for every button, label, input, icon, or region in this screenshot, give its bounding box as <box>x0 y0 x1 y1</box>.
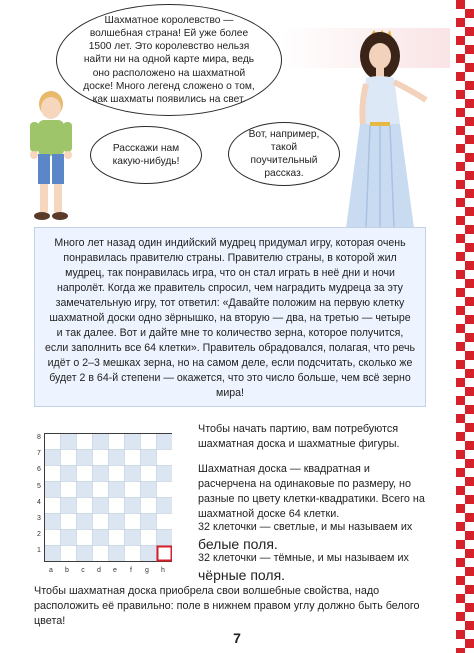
board-square-a8 <box>45 434 61 450</box>
board-square-b2 <box>61 530 77 546</box>
board-square-h2 <box>157 530 173 546</box>
board-square-f8 <box>125 434 141 450</box>
board-square-h3 <box>157 514 173 530</box>
strip-square <box>465 441 474 450</box>
board-square-b1 <box>61 546 77 562</box>
file-label-f: f <box>130 567 132 574</box>
board-square-c7 <box>77 450 93 466</box>
strip-square <box>465 279 474 288</box>
queen-reply-text: Вот, например, такой поучительный рассказ. <box>248 128 320 180</box>
strip-square <box>465 243 474 252</box>
board-square-e7 <box>109 450 125 466</box>
strip-square <box>465 9 474 18</box>
board-square-c8 <box>77 434 93 450</box>
strip-square <box>456 576 465 585</box>
strip-square <box>465 63 474 72</box>
board-square-g4 <box>141 498 157 514</box>
board-square-d6 <box>93 466 109 482</box>
strip-square <box>456 270 465 279</box>
strip-square <box>465 189 474 198</box>
rank-label-1: 1 <box>37 547 41 554</box>
file-label-h: h <box>161 567 165 574</box>
strip-square <box>465 387 474 396</box>
board-square-d1 <box>93 546 109 562</box>
strip-square <box>456 288 465 297</box>
strip-square <box>456 414 465 423</box>
light-squares-text: 32 клеточки — светлые, и мы называем их <box>198 521 413 533</box>
strip-square <box>465 549 474 558</box>
strip-square <box>465 261 474 270</box>
page-number: 7 <box>233 630 241 646</box>
strip-square <box>456 306 465 315</box>
board-square-a3 <box>45 514 61 530</box>
strip-square <box>465 513 474 522</box>
strip-square <box>456 450 465 459</box>
strip-square <box>465 45 474 54</box>
board-square-b5 <box>61 482 77 498</box>
boy-illustration <box>18 88 84 228</box>
strip-square <box>456 486 465 495</box>
strip-square <box>456 342 465 351</box>
strip-square <box>456 180 465 189</box>
board-square-e8 <box>109 434 125 450</box>
strip-square <box>465 171 474 180</box>
strip-square <box>465 621 474 630</box>
rank-label-3: 3 <box>37 515 41 522</box>
black-fields-term: чёрные поля. <box>198 567 286 584</box>
strip-square <box>465 567 474 576</box>
board-square-a1 <box>45 546 61 562</box>
board-square-e2 <box>109 530 125 546</box>
board-square-c2 <box>77 530 93 546</box>
rank-label-2: 2 <box>37 531 41 538</box>
strip-square <box>456 216 465 225</box>
board-square-b4 <box>61 498 77 514</box>
paragraph-light-squares <box>198 520 428 555</box>
board-square-h8 <box>157 434 173 450</box>
strip-square <box>456 252 465 261</box>
board-square-c6 <box>77 466 93 482</box>
strip-square <box>456 468 465 477</box>
board-square-g7 <box>141 450 157 466</box>
board-square-d3 <box>93 514 109 530</box>
strip-square <box>456 72 465 81</box>
board-square-b6 <box>61 466 77 482</box>
strip-square <box>456 234 465 243</box>
file-label-d: d <box>97 567 101 574</box>
board-square-h6 <box>157 466 173 482</box>
board-square-h7 <box>157 450 173 466</box>
dark-squares-text: 32 клеточки — тёмные, и мы называем их <box>198 552 409 564</box>
legend-story-box <box>34 227 426 407</box>
board-square-b7 <box>61 450 77 466</box>
strip-square <box>465 495 474 504</box>
board-square-a2 <box>45 530 61 546</box>
strip-square <box>465 351 474 360</box>
strip-square <box>456 648 465 653</box>
legend-story-text: Много лет назад один индийский мудрец придумал игру, которая очень понравилась правителю страны. Правителю страны, в которой жил мудрец, так понравилась игра, что он стал играть в неё дни и ночи напролёт. Когда же правитель спросил, чем наградить мудреца за эту замечательную игру, тот ответил: «Давайте положим на первую клетку шахматной доски одно зёрнышко, на вторую — два, на третью — четыре и так далее. Вот и дайте мне то количество зерна, которое получится, если заполнить все 64 клетки». Правитель обрадовался, полагая, что речь идёт о 2–3 мешках зерна, но на самом деле, если подсчитать, сколько же будет 2 в 64-й степени — окажется, что это число больше, чем всё зерно мира! <box>45 237 416 400</box>
strip-square <box>465 531 474 540</box>
file-label-a: a <box>49 567 53 574</box>
queen-illustration <box>330 28 430 236</box>
strip-square <box>456 36 465 45</box>
strip-square <box>456 396 465 405</box>
board-square-e6 <box>109 466 125 482</box>
rank-label-6: 6 <box>37 466 41 473</box>
strip-square <box>456 144 465 153</box>
strip-square <box>456 522 465 531</box>
board-square-d4 <box>93 498 109 514</box>
board-square-e4 <box>109 498 125 514</box>
board-square-f2 <box>125 530 141 546</box>
board-square-g8 <box>141 434 157 450</box>
strip-square <box>465 477 474 486</box>
board-square-a4 <box>45 498 61 514</box>
board-square-b3 <box>61 514 77 530</box>
paragraph-board-orientation <box>34 584 426 629</box>
board-square-g6 <box>141 466 157 482</box>
strip-square <box>456 432 465 441</box>
strip-square <box>456 360 465 369</box>
strip-square <box>456 612 465 621</box>
board-square-c5 <box>77 482 93 498</box>
strip-square <box>465 99 474 108</box>
strip-square <box>465 225 474 234</box>
board-square-d2 <box>93 530 109 546</box>
strip-square <box>465 459 474 468</box>
strip-square <box>465 423 474 432</box>
strip-square <box>465 315 474 324</box>
strip-square <box>456 594 465 603</box>
paragraph-start-game-text: Чтобы начать партию, вам потребуются шахматная доска и шахматные фигуры. <box>198 423 400 451</box>
board-square-f3 <box>125 514 141 530</box>
boy-speech-bubble <box>90 126 202 184</box>
file-label-b: b <box>65 567 69 574</box>
strip-square <box>456 198 465 207</box>
board-square-d7 <box>93 450 109 466</box>
strip-square <box>456 126 465 135</box>
rank-label-5: 5 <box>37 483 41 490</box>
board-square-a7 <box>45 450 61 466</box>
queen-speech-bubble <box>56 4 282 116</box>
strip-square <box>465 81 474 90</box>
queen-speech-text: Шахматное королевство — волшебная страна! Ей уже более 1500 лет. Это королевство нельзя найти ни на одной карте мира, ведь оно расположено на шахматной доске! Много легенд сложено о том, как шахматы появились на свет. <box>83 15 255 105</box>
strip-square <box>456 108 465 117</box>
paragraph-board-orientation-text: Чтобы шахматная доска приобрела свои волшебные свойства, надо расположить её правильно: поле в нижнем правом углу должно быть белого цвета! <box>34 585 420 628</box>
board-square-a5 <box>45 482 61 498</box>
paragraph-dark-squares <box>198 551 428 586</box>
board-square-c3 <box>77 514 93 530</box>
board-square-f7 <box>125 450 141 466</box>
board-square-c4 <box>77 498 93 514</box>
paragraph-board-description-text: Шахматная доска — квадратная и расчерчена на одинаковые по размеру, но разные по цвету клетки-квадратики. Всего на шахматной доске 64 клетки. <box>198 463 425 521</box>
board-square-e1 <box>109 546 125 562</box>
strip-square <box>465 135 474 144</box>
board-square-h4 <box>157 498 173 514</box>
board-square-f1 <box>125 546 141 562</box>
strip-square <box>465 333 474 342</box>
boy-speech-text: Расскажи нам какую-нибудь! <box>112 142 180 167</box>
strip-square <box>465 27 474 36</box>
strip-square <box>456 504 465 513</box>
file-label-e: e <box>113 567 117 574</box>
file-label-c: c <box>81 567 85 574</box>
strip-square <box>465 207 474 216</box>
board-square-f4 <box>125 498 141 514</box>
board-square-d8 <box>93 434 109 450</box>
strip-square <box>456 540 465 549</box>
strip-square <box>456 378 465 387</box>
board-square-g2 <box>141 530 157 546</box>
strip-square <box>465 297 474 306</box>
strip-square <box>465 585 474 594</box>
rank-label-4: 4 <box>37 499 41 506</box>
file-label-g: g <box>145 567 149 574</box>
board-square-h5 <box>157 482 173 498</box>
rank-label-8: 8 <box>37 434 41 441</box>
queen-reply-bubble <box>228 122 340 186</box>
strip-square <box>456 162 465 171</box>
board-square-g3 <box>141 514 157 530</box>
strip-square <box>465 117 474 126</box>
strip-square <box>465 405 474 414</box>
strip-square <box>465 153 474 162</box>
strip-square <box>456 90 465 99</box>
board-square-d5 <box>93 482 109 498</box>
strip-square <box>456 324 465 333</box>
board-square-e3 <box>109 514 125 530</box>
strip-square <box>456 54 465 63</box>
board-square-g5 <box>141 482 157 498</box>
strip-square <box>456 558 465 567</box>
board-square-f6 <box>125 466 141 482</box>
board-square-a6 <box>45 466 61 482</box>
board-square-e5 <box>109 482 125 498</box>
strip-square <box>465 369 474 378</box>
board-square-c1 <box>77 546 93 562</box>
strip-square <box>465 603 474 612</box>
strip-square <box>456 18 465 27</box>
board-square-f5 <box>125 482 141 498</box>
paragraph-board-description <box>198 462 428 522</box>
board-square-g1 <box>141 546 157 562</box>
rank-label-7: 7 <box>37 450 41 457</box>
chessboard <box>44 433 172 563</box>
board-square-h1 <box>157 546 173 562</box>
board-square-b8 <box>61 434 77 450</box>
checker-strip <box>452 0 474 653</box>
strip-square <box>456 0 465 9</box>
paragraph-start-game <box>198 422 428 452</box>
white-fields-term: белые поля. <box>198 536 278 553</box>
